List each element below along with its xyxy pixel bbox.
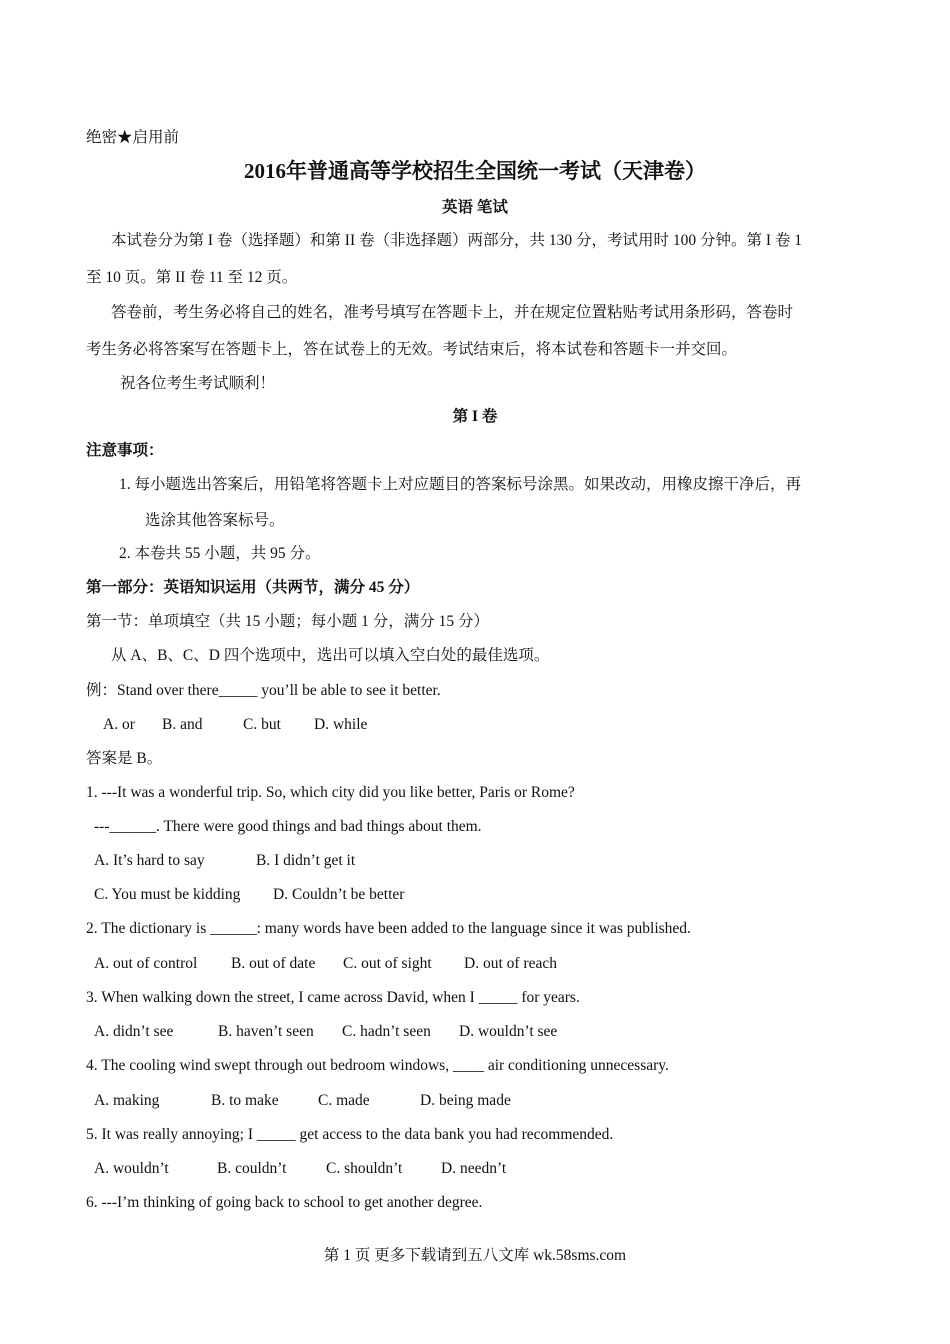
volume-title: 第 I 卷: [452, 408, 498, 425]
option-b: B. to make: [211, 1092, 279, 1109]
question-1-stem: 1. ---It was a wonderful trip. So, which city did you like better, Paris or Rome?: [86, 784, 575, 801]
option-c: C. You must be kidding: [94, 886, 241, 903]
intro-paragraph-2-line-1: 答卷前，考生务必将自己的姓名，准考号填写在答题卡上，并在规定位置粘贴考试用条形码，答卷时: [111, 304, 794, 321]
option-b: B. haven’t seen: [218, 1023, 314, 1040]
example-stem: 例：Stand over there_____ you’ll be able to see it better.: [86, 682, 441, 699]
option-d: D. out of reach: [464, 955, 557, 972]
option-a: A. wouldn’t: [94, 1160, 169, 1177]
question-3-stem: 3. When walking down the street, I came across David, when I _____ for years.: [86, 989, 580, 1006]
option-c: C. but: [243, 716, 281, 733]
question-5-stem: 5. It was really annoying; I _____ get access to the data bank you had recommended.: [86, 1126, 614, 1143]
option-d: D. Couldn’t be better: [273, 886, 405, 903]
question-4-stem: 4. The cooling wind swept through out bedroom windows, ____ air conditioning unnecessary.: [86, 1057, 669, 1074]
secret-mark: 绝密★启用前: [86, 129, 180, 146]
part1-heading: 第一部分：英语知识运用（共两节，满分 45 分）: [86, 579, 420, 596]
option-b: B. and: [162, 716, 203, 733]
option-c: C. hadn’t seen: [342, 1023, 431, 1040]
option-b: B. couldn’t: [217, 1160, 287, 1177]
note-item-1-line-1: 1. 每小题选出答案后，用铅笔将答题卡上对应题目的答案标号涂黑。如果改动，用橡皮擦干净后，再: [119, 476, 802, 493]
good-luck-wish: 祝各位考生考试顺利！: [120, 375, 276, 392]
note-item-2: 2. 本卷共 55 小题，共 95 分。: [119, 545, 321, 562]
exam-subtitle: 英语 笔试: [442, 199, 508, 216]
intro-paragraph-2-line-2: 考生务必将答案写在答题卡上，答在试卷上的无效。考试结束后，将本试卷和答题卡一并交回。: [86, 341, 738, 358]
question-2-stem: 2. The dictionary is ______: many words have been added to the language since it was published.: [86, 920, 691, 937]
section1-heading: 第一节：单项填空（共 15 小题；每小题 1 分，满分 15 分）: [86, 613, 490, 630]
question-1-stem-reply: ---______. There were good things and bad things about them.: [94, 818, 482, 835]
option-c: C. shouldn’t: [326, 1160, 403, 1177]
option-a: A. or: [103, 716, 135, 733]
section1-instruction: 从 A、B、C、D 四个选项中，选出可以填入空白处的最佳选项。: [111, 647, 550, 664]
option-d: D. while: [314, 716, 368, 733]
intro-paragraph-1-line-2: 至 10 页。第 II 卷 11 至 12 页。: [86, 269, 298, 286]
option-d: D. wouldn’t see: [459, 1023, 558, 1040]
exam-title: 2016年普通高等学校招生全国统一考试（天津卷）: [244, 159, 706, 183]
intro-paragraph-1-line-1: 本试卷分为第 I 卷（选择题）和第 II 卷（非选择题）两部分，共 130 分，考试用时 100 分钟。第 I 卷 1: [111, 232, 803, 249]
option-b: B. out of date: [231, 955, 316, 972]
notes-heading: 注意事项：: [86, 442, 164, 459]
page-footer: 第 1 页 更多下载请到五八文库 wk.58sms.com: [323, 1247, 627, 1264]
option-a: A. didn’t see: [94, 1023, 174, 1040]
question-6-stem: 6. ---I’m thinking of going back to school to get another degree.: [86, 1194, 483, 1211]
option-c: C. out of sight: [343, 955, 432, 972]
option-a: A. out of control: [94, 955, 198, 972]
option-d: D. needn’t: [441, 1160, 507, 1177]
option-a: A. It’s hard to say: [94, 852, 205, 869]
note-item-1-line-2: 选涂其他答案标号。: [145, 512, 285, 529]
example-answer: 答案是 B。: [86, 750, 163, 767]
option-a: A. making: [94, 1092, 160, 1109]
option-d: D. being made: [420, 1092, 511, 1109]
option-c: C. made: [318, 1092, 370, 1109]
option-b: B. I didn’t get it: [256, 852, 356, 869]
